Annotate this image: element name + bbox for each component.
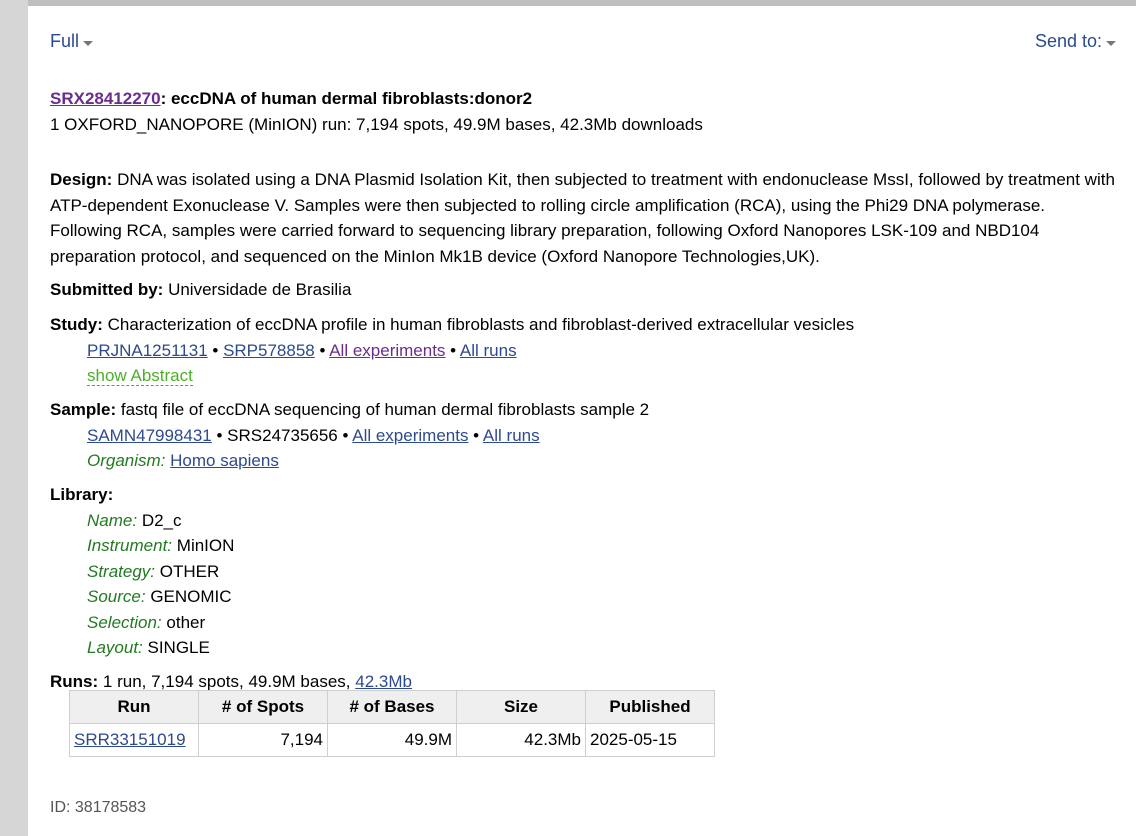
study-all-experiments-link[interactable]: All experiments [329,340,446,360]
chevron-down-icon [1106,41,1116,46]
runs-summary: 1 run, 7,194 spots, 49.9M bases, [102,672,351,691]
design-section [50,167,1116,269]
run-accession-link[interactable]: SRR33151019 [74,730,186,749]
study-links: PRJNA1251131 • SRP578858 • All experiments • All runs [87,340,517,360]
col-size: Size [457,691,586,724]
abstract-toggle-row [50,363,1116,389]
run-cell [70,724,199,757]
submitted-section [50,277,1116,303]
published-cell: 2025-05-15 [586,724,715,757]
record-title-text: : eccDNA of human dermal fibroblasts:donor2 [160,89,533,108]
runs-table-header [70,691,715,724]
col-run: Run [70,691,199,724]
library-field-layout: Layout: SINGLE [87,638,210,657]
col-bases: # of Bases [328,691,457,724]
sample-all-runs-link[interactable]: All runs [482,425,540,445]
show-abstract-toggle[interactable]: show Abstract [87,366,193,385]
library-label: Library: [50,485,114,504]
runs-size-link[interactable]: 42.3Mb [355,672,412,691]
study-section [50,312,1116,389]
size-cell: 42.3Mb [457,724,586,757]
library-section [50,482,1116,661]
library-field-instrument: Instrument: MinION [87,536,235,555]
chevron-down-icon [83,41,93,46]
record-id: ID: 38178583 [50,799,147,816]
srp-link[interactable]: SRP578858 [223,340,315,360]
sample-label: Sample: [50,400,117,419]
bases-cell: 49.9M [328,724,457,757]
library-field-source: Source: GENOMIC [87,587,232,606]
send-to-menu[interactable] [1035,31,1116,52]
organism-link[interactable]: Homo sapiens [170,451,279,470]
runs-label: Runs: [50,672,99,691]
spots-cell: 7,194 [199,724,328,757]
record-page [28,6,1136,836]
organism-row [50,448,1116,474]
sample-links: SAMN47998431 • SRS24735656 • All experiments • All runs [87,425,540,445]
runs-table [69,690,715,757]
submitted-label: Submitted by: [50,280,164,299]
organism-label: Organism: [87,451,166,470]
submitted-value: Universidade de Brasilia [168,280,352,299]
record-summary: 1 OXFORD_NANOPORE (MinION) run: 7,194 spots, 49.9M bases, 42.3Mb downloads [50,115,703,134]
experiment-accession-link[interactable]: SRX28412270 [50,89,161,108]
col-published: Published [586,691,715,724]
library-field-name: Name: D2_c [87,510,182,530]
study-label: Study: [50,315,103,334]
format-menu[interactable] [50,31,93,52]
format-menu-label: Full [50,31,80,51]
col-spots: # of Spots [199,691,328,724]
study-title: Characterization of eccDNA profile in human fibroblasts and fibroblast-derived extracellular vesicles [107,315,855,334]
sample-all-experiments-link[interactable]: All experiments [352,425,469,445]
library-field-selection: Selection: other [87,612,206,632]
sample-section [50,397,1116,474]
record-title [50,89,532,109]
sample-title: fastq file of eccDNA sequencing of human dermal fibroblasts sample 2 [120,400,650,419]
study-all-runs-link[interactable]: All runs [459,340,517,360]
design-text: DNA was isolated using a DNA Plasmid Isolation Kit, then subjected to treatment with endonuclease MssI, followed by treatment with ATP-dependent Exonuclease V. Samples were then subjected to rolling circle amplification (RCA), using the Phi29 DNA polymerase. Following RCA, samples were carried forward to sequencing library preparation, following Oxford Nanopores LSK-109 and NBD104 preparation protocol, and sequenced on the MinIon Mk1B device (Oxford Nanopore Technologies,UK). [50,170,1115,266]
biosample-link[interactable]: SAMN47998431 [87,425,212,445]
library-field-strategy: Strategy: OTHER [87,561,220,581]
bioproject-link[interactable]: PRJNA1251131 [87,340,208,360]
send-to-label: Send to: [1034,31,1102,51]
table-row [70,724,715,757]
design-label: Design: [50,170,113,189]
srs-accession: SRS24735656 [227,425,338,445]
